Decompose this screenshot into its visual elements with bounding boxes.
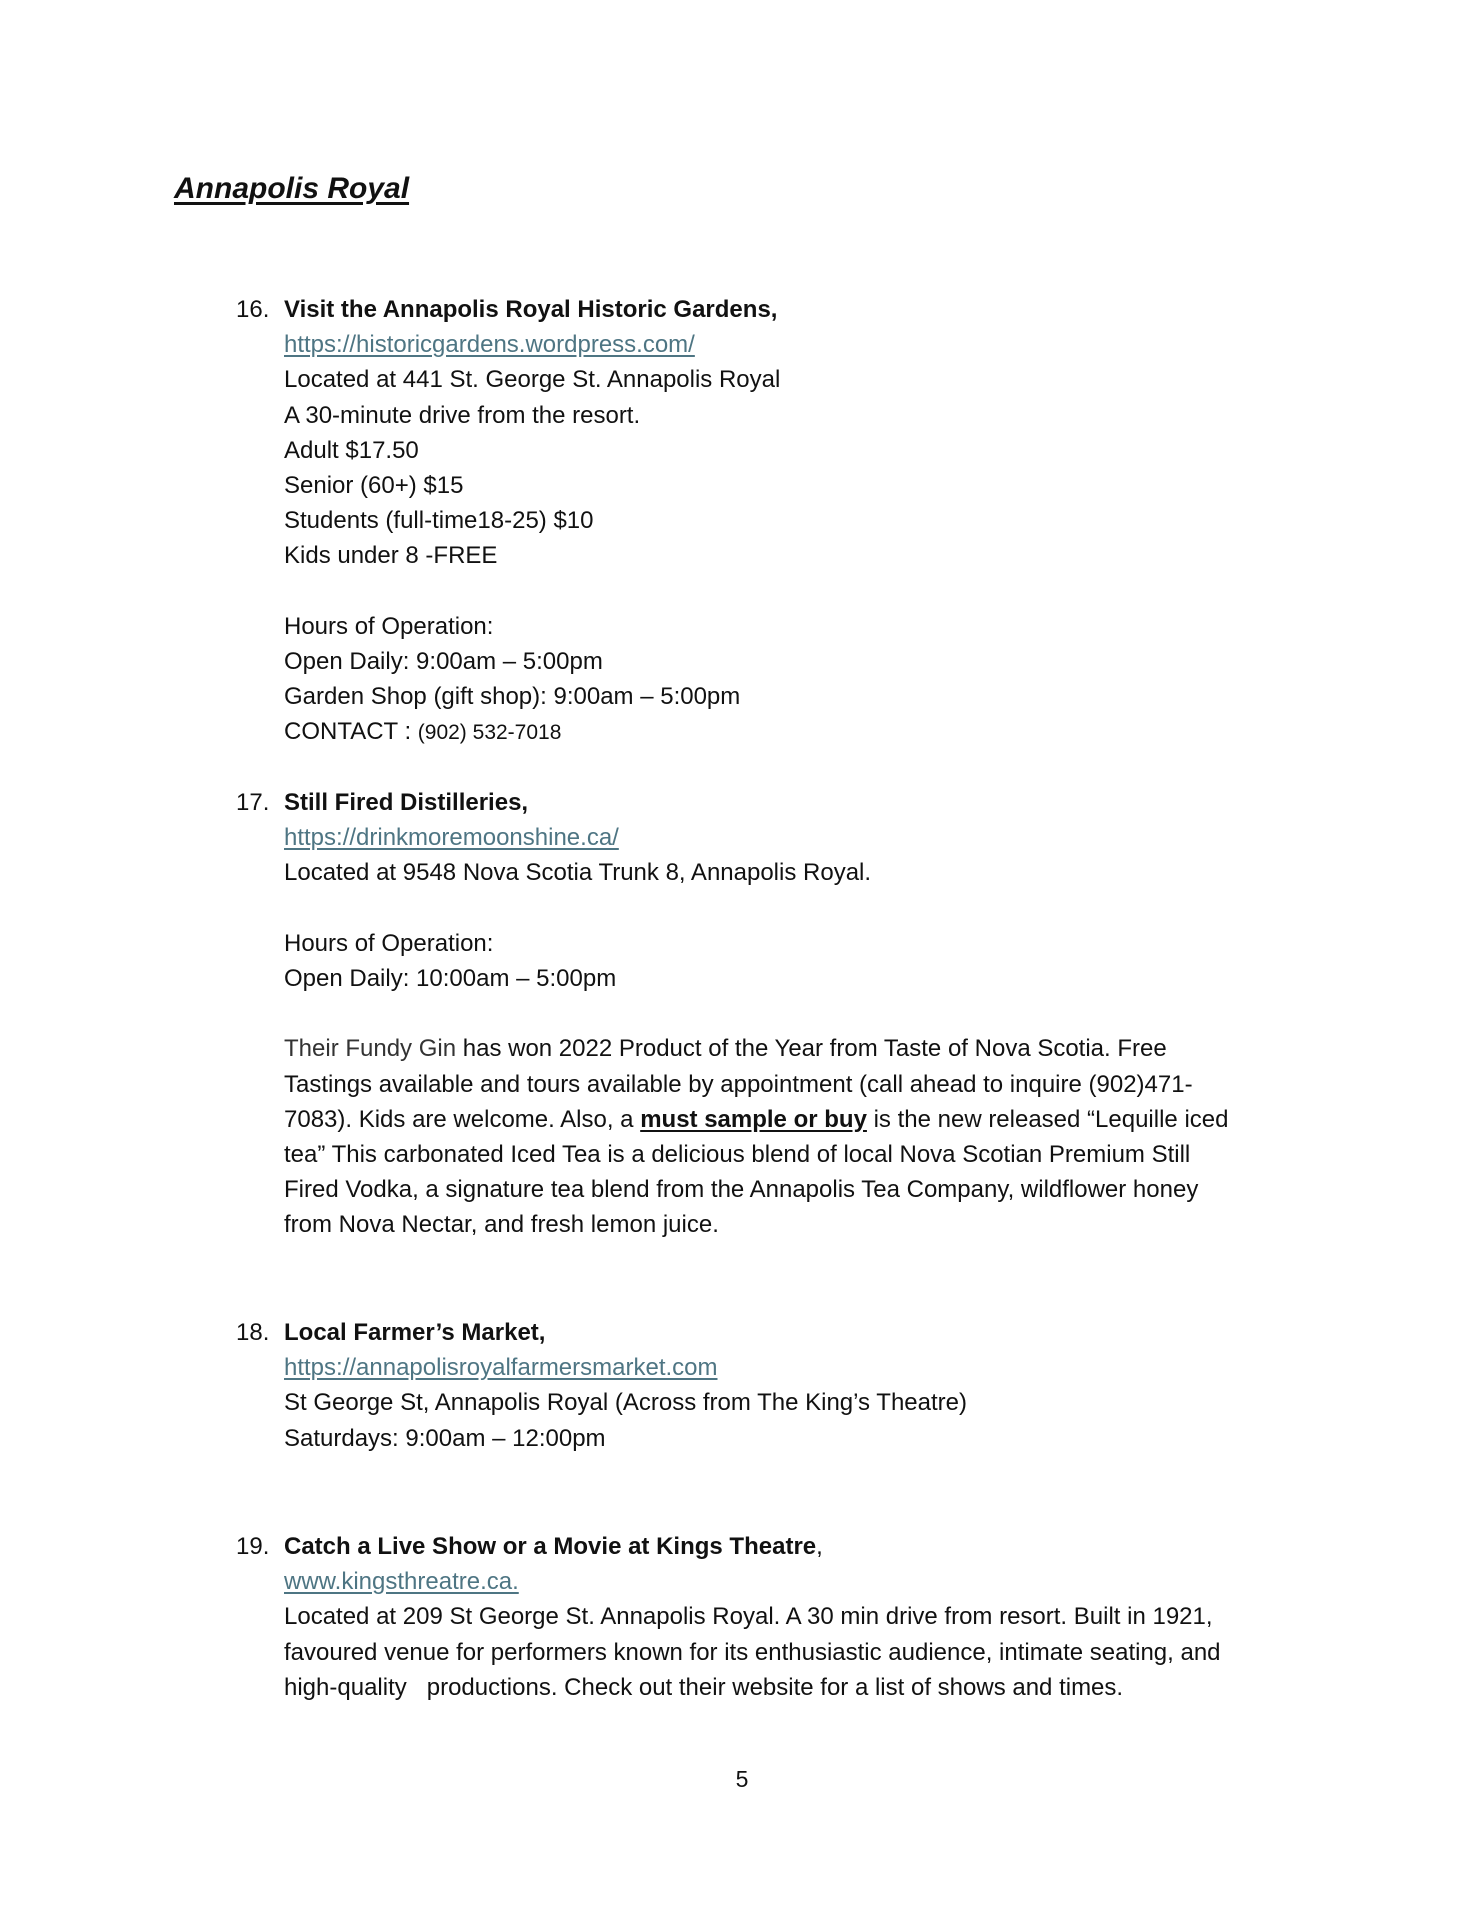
description-line: high-quality productions. Check out their website for a list of shows and times. (284, 1673, 1124, 1701)
page-number: 5 (735, 1766, 749, 1792)
price-kids: Kids under 8 -FREE (284, 542, 498, 570)
description-line: Their Fundy Gin has won 2022 Product of the Year from Taste of Nova Scotia. Free (284, 1035, 1167, 1063)
website-link[interactable]: www.kingsthreatre.ca. (284, 1568, 519, 1596)
entry-title: Visit the Annapolis Royal Historic Gardens, (284, 296, 778, 323)
price-senior: Senior (60+) $15 (284, 471, 464, 499)
description-line: 7083). Kids are welcome. Also, a must sample or buy is the new released “Lequille iced (284, 1105, 1229, 1133)
entry-title: Local Farmer’s Market, (284, 1319, 546, 1346)
contact-label: CONTACT : (284, 718, 418, 746)
website-link[interactable]: https://historicgardens.wordpress.com/ (284, 331, 695, 359)
hours-saturdays: Saturdays: 9:00am – 12:00pm (284, 1424, 606, 1452)
website-link[interactable]: https://annapolisroyalfarmersmarket.com (284, 1354, 718, 1382)
entry-title-line: Catch a Live Show or a Movie at Kings Theatre, (284, 1533, 823, 1560)
description-line: tea” This carbonated Iced Tea is a delicious blend of local Nova Scotian Premium Still (284, 1140, 1191, 1168)
list-number: 17. (236, 789, 270, 816)
price-students: Students (full-time18-25) $10 (284, 507, 594, 535)
entry-location: St George St, Annapolis Royal (Across from The King’s Theatre) (284, 1389, 967, 1417)
entry-title: Catch a Live Show or a Movie at Kings Theatre (284, 1533, 817, 1560)
list-item-kings-theatre (236, 1529, 1316, 1705)
contact-phone: (902) 532-7018 (417, 721, 562, 745)
price-adult: Adult $17.50 (284, 436, 419, 464)
hours-daily: Open Daily: 10:00am – 5:00pm (284, 964, 617, 992)
list-number: 19. (236, 1533, 270, 1560)
hours-daily: Open Daily: 9:00am – 5:00pm (284, 647, 603, 675)
list-item-still-fired-distilleries (236, 785, 1316, 1242)
product-name: Their Fundy Gin (284, 1035, 457, 1063)
section-heading: Annapolis Royal (174, 172, 410, 205)
emphasis-text: must sample or buy (640, 1105, 867, 1133)
hours-gift-shop: Garden Shop (gift shop): 9:00am – 5:00pm (284, 683, 741, 711)
list-number: 16. (236, 296, 270, 323)
list-item-historic-gardens (236, 292, 1316, 749)
entry-location: Located at 9548 Nova Scotia Trunk 8, Annapolis Royal. (284, 859, 872, 887)
description-line: Fired Vodka, a signature tea blend from the Annapolis Tea Company, wildflower honey (284, 1176, 1199, 1204)
description-line: Located at 209 St George St. Annapolis Royal. A 30 min drive from resort. Built in 1921, (284, 1603, 1213, 1631)
hours-label: Hours of Operation: (284, 929, 494, 957)
list-item-farmers-market (236, 1315, 1316, 1456)
description-line: favoured venue for performers known for its enthusiastic audience, intimate seating, and (284, 1638, 1221, 1666)
entry-title: Still Fired Distilleries, (284, 789, 529, 816)
description-line: Tastings available and tours available by appointment (call ahead to inquire (902)471- (284, 1070, 1193, 1098)
contact-line (284, 714, 1316, 749)
entry-location: Located at 441 St. George St. Annapolis Royal (284, 366, 781, 394)
hours-label: Hours of Operation: (284, 612, 494, 640)
description-line: from Nova Nectar, and fresh lemon juice. (284, 1211, 719, 1239)
list-number: 18. (236, 1319, 270, 1346)
entry-drive-time: A 30-minute drive from the resort. (284, 401, 641, 429)
website-link[interactable]: https://drinkmoremoonshine.ca/ (284, 824, 619, 852)
